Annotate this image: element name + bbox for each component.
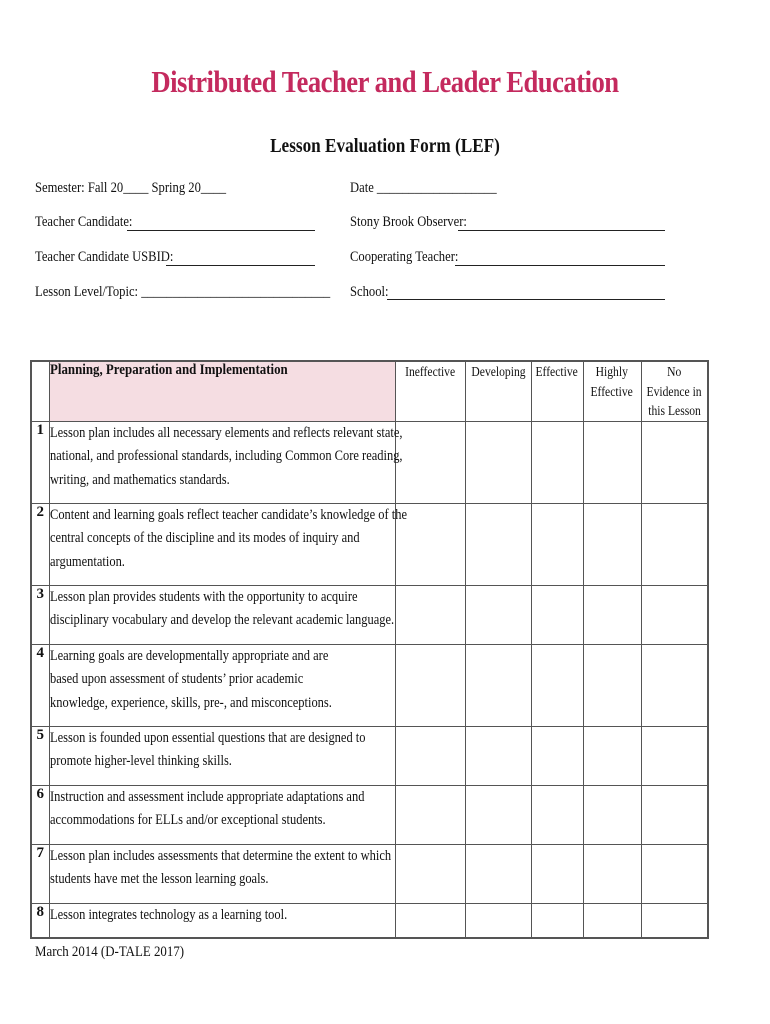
rating-cell-no-evidence[interactable] [641,726,708,785]
rating-cell-no-evidence[interactable] [641,644,708,726]
row-number: 2 [31,503,49,585]
row-number: 6 [31,785,49,844]
rating-cell-effective[interactable] [531,503,583,585]
rating-cell-ineffective[interactable] [395,644,465,726]
category-header: Planning, Preparation and Implementation [49,361,395,421]
table-row [31,785,708,844]
rating-cell-developing[interactable] [465,785,531,844]
row-description: Lesson integrates technology as a learning tool. [49,903,395,938]
rating-cell-highly-effective[interactable] [583,644,641,726]
rating-cell-highly-effective[interactable] [583,503,641,585]
table-row [31,585,708,644]
header-num-cell [31,361,49,421]
school-line[interactable] [387,299,665,300]
row-description: Instruction and assessment include appropriate adaptations and accommodations for ELLs and/or exceptional students. [49,785,395,844]
row-number: 3 [31,585,49,644]
table-row [31,903,708,938]
rating-cell-effective[interactable] [531,726,583,785]
rating-cell-no-evidence[interactable] [641,421,708,503]
row-description: Content and learning goals reflect teacher candidate’s knowledge of the central concepts of the discipline and its modes of inquiry and argumentation. [49,503,395,585]
rating-cell-developing[interactable] [465,585,531,644]
teacher-candidate-usbid-line[interactable] [166,265,315,266]
row-number: 5 [31,726,49,785]
rating-cell-developing[interactable] [465,903,531,938]
rating-header-effective: Effective [531,361,583,421]
semester-field[interactable]: Semester: Fall 20____ Spring 20____ [35,180,227,196]
rating-cell-highly-effective[interactable] [583,844,641,903]
rating-cell-developing[interactable] [465,421,531,503]
table-row [31,421,708,503]
rating-cell-highly-effective[interactable] [583,903,641,938]
rating-cell-effective[interactable] [531,585,583,644]
row-description: Lesson plan provides students with the opportunity to acquire disciplinary vocabulary and develop the relevant academic language. [49,585,395,644]
row-description: Lesson is founded upon essential questions that are designed to promote higher-level thinking skills. [49,726,395,785]
stony-brook-observer-label: Stony Brook Observer: [350,214,467,230]
rating-cell-no-evidence[interactable] [641,785,708,844]
rating-cell-developing[interactable] [465,644,531,726]
rating-cell-ineffective[interactable] [395,903,465,938]
form-subtitle: Lesson Evaluation Form (LEF) [270,135,500,157]
rating-cell-effective[interactable] [531,785,583,844]
rating-cell-ineffective[interactable] [395,585,465,644]
rating-cell-ineffective[interactable] [395,785,465,844]
rating-header-developing: Developing [465,361,531,421]
rating-cell-highly-effective[interactable] [583,585,641,644]
stony-brook-observer-line[interactable] [458,230,665,231]
rating-header-no-evidence: No Evidence in this Lesson [641,361,708,421]
rating-cell-ineffective[interactable] [395,844,465,903]
row-description: Lesson plan includes assessments that determine the extent to which students have met the lesson learning goals. [49,844,395,903]
row-number: 7 [31,844,49,903]
row-number: 1 [31,421,49,503]
lesson-level-topic-field[interactable]: Lesson Level/Topic: ______________________________ [35,284,331,300]
rating-cell-developing[interactable] [465,844,531,903]
rating-cell-effective[interactable] [531,844,583,903]
rating-cell-highly-effective[interactable] [583,726,641,785]
date-field[interactable]: Date ___________________ [350,180,497,196]
teacher-candidate-usbid-label: Teacher Candidate USBID: [35,249,174,265]
rating-cell-developing[interactable] [465,503,531,585]
form-title: Distributed Teacher and Leader Education [151,64,619,99]
rating-cell-ineffective[interactable] [395,726,465,785]
rating-cell-no-evidence[interactable] [641,844,708,903]
rating-cell-ineffective[interactable] [395,421,465,503]
table-row [31,726,708,785]
rating-cell-no-evidence[interactable] [641,503,708,585]
rating-header-ineffective: Ineffective [395,361,465,421]
evaluation-table [30,360,709,939]
row-number: 4 [31,644,49,726]
rating-cell-no-evidence[interactable] [641,585,708,644]
school-label: School: [350,284,389,300]
cooperating-teacher-label: Cooperating Teacher: [350,249,459,265]
rating-cell-developing[interactable] [465,726,531,785]
table-row [31,503,708,585]
rating-cell-highly-effective[interactable] [583,785,641,844]
rating-cell-effective[interactable] [531,644,583,726]
rating-cell-effective[interactable] [531,903,583,938]
rating-cell-effective[interactable] [531,421,583,503]
rating-header-highly-effective: Highly Effective [583,361,641,421]
footer-date: March 2014 (D-TALE 2017) [35,944,185,960]
teacher-candidate-line[interactable] [127,230,315,231]
table-row [31,644,708,726]
table-header-row [31,361,708,421]
cooperating-teacher-line[interactable] [455,265,665,266]
row-description: Lesson plan includes all necessary elements and reflects relevant state, national, and professional standards, including Common Core reading, writing, and mathematics standards. [49,421,395,503]
row-number: 8 [31,903,49,938]
rating-cell-no-evidence[interactable] [641,903,708,938]
row-description: Learning goals are developmentally appropriate and are based upon assessment of students’ prior academic knowledge, experience, skills, pre-, and misconceptions. [49,644,395,726]
table-row [31,844,708,903]
rating-cell-highly-effective[interactable] [583,421,641,503]
teacher-candidate-label: Teacher Candidate: [35,214,133,230]
